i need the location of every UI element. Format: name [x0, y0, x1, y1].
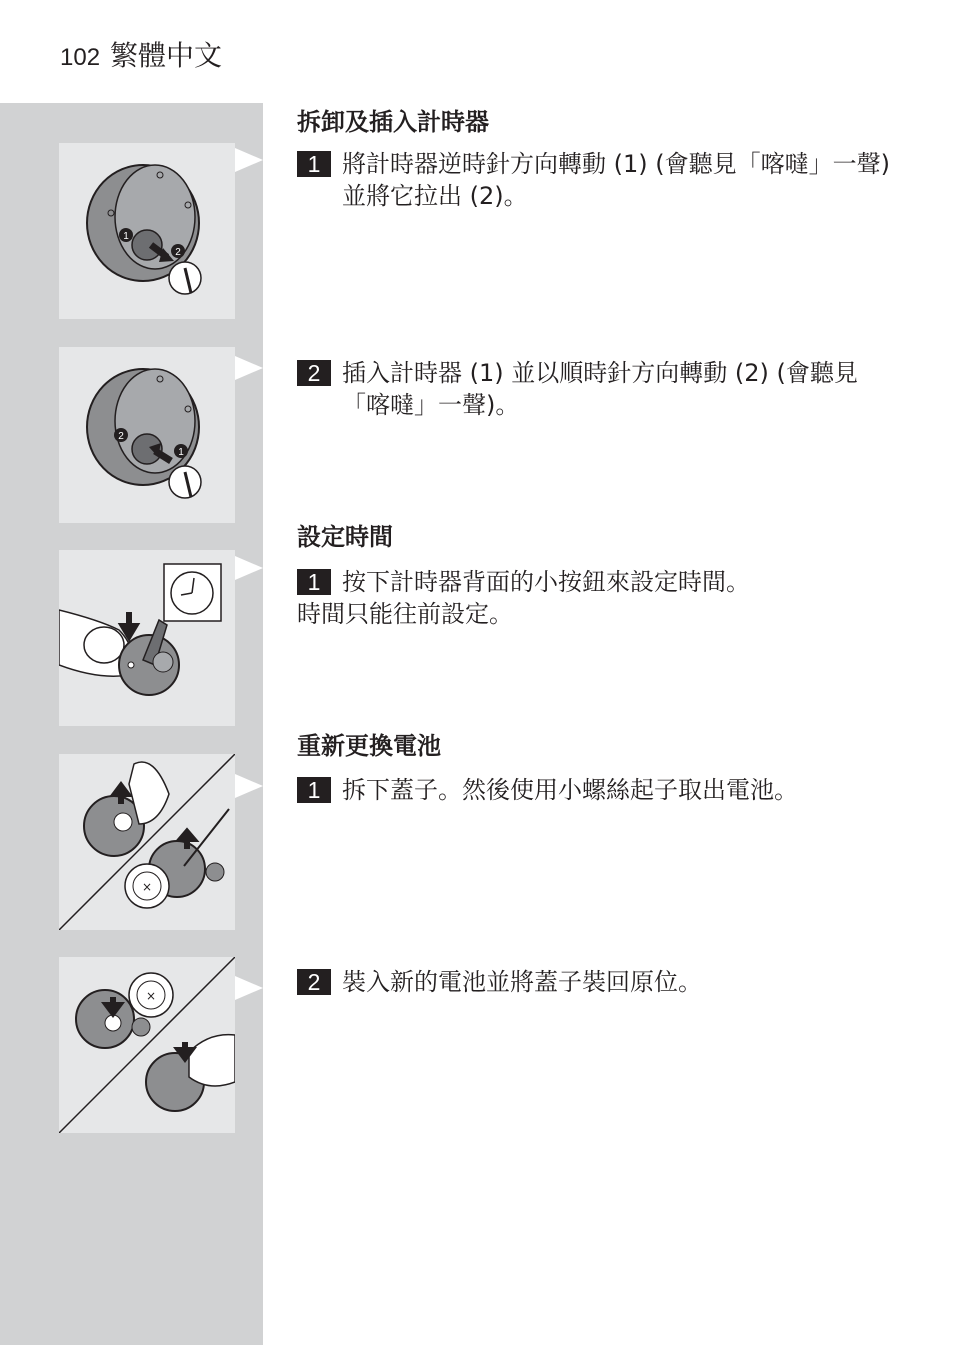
step-text: 拆下蓋子。然後使用小螺絲起子取出電池。 — [342, 776, 798, 804]
section-title-set-time: 設定時間 — [297, 523, 393, 551]
panel-pointer — [235, 356, 263, 380]
page-number: 102 — [60, 44, 101, 71]
illustration-insert-timer — [59, 347, 235, 523]
step-number: 1 — [297, 777, 331, 803]
step-remove-2 — [297, 357, 897, 421]
cross-mark-icon: × — [145, 989, 157, 1003]
callout-1: 1 — [123, 231, 129, 242]
step-number: 1 — [297, 569, 331, 595]
step-remove-1 — [297, 148, 897, 212]
panel-pointer — [235, 556, 263, 580]
step-set-time-1 — [297, 566, 897, 598]
step-text: 插入計時器 (1) 並以順時針方向轉動 (2) (會聽見「喀噠」一聲)。 — [342, 359, 858, 419]
step-number: 2 — [297, 360, 331, 386]
panel-pointer — [235, 976, 263, 1000]
callout-1: 1 — [178, 447, 184, 458]
step-number: 2 — [297, 969, 331, 995]
cross-mark-icon: × — [141, 880, 153, 894]
illustration-set-time — [59, 550, 235, 726]
set-time-note: 時間只能往前設定。 — [297, 600, 513, 628]
step-text: 裝入新的電池並將蓋子裝回原位。 — [342, 968, 702, 996]
illustration-insert-battery — [59, 957, 235, 1133]
step-text: 將計時器逆時針方向轉動 (1) (會聽見「喀噠」一聲) 並將它拉出 (2)。 — [342, 150, 890, 210]
step-text: 按下計時器背面的小按鈕來設定時間。 — [342, 568, 750, 596]
panel-pointer — [235, 774, 263, 798]
section-title-remove-insert-timer: 拆卸及插入計時器 — [297, 108, 489, 136]
language-label: 繁體中文 — [110, 39, 223, 72]
step-battery-1 — [297, 774, 897, 806]
illustration-remove-battery — [59, 754, 235, 930]
illustration-remove-timer — [59, 143, 235, 319]
step-number: 1 — [297, 151, 331, 177]
page-header — [60, 34, 222, 74]
step-battery-2 — [297, 966, 897, 998]
callout-2: 2 — [118, 431, 124, 442]
panel-pointer — [235, 148, 263, 172]
section-title-replace-battery: 重新更換電池 — [297, 732, 441, 760]
callout-2: 2 — [175, 247, 181, 258]
